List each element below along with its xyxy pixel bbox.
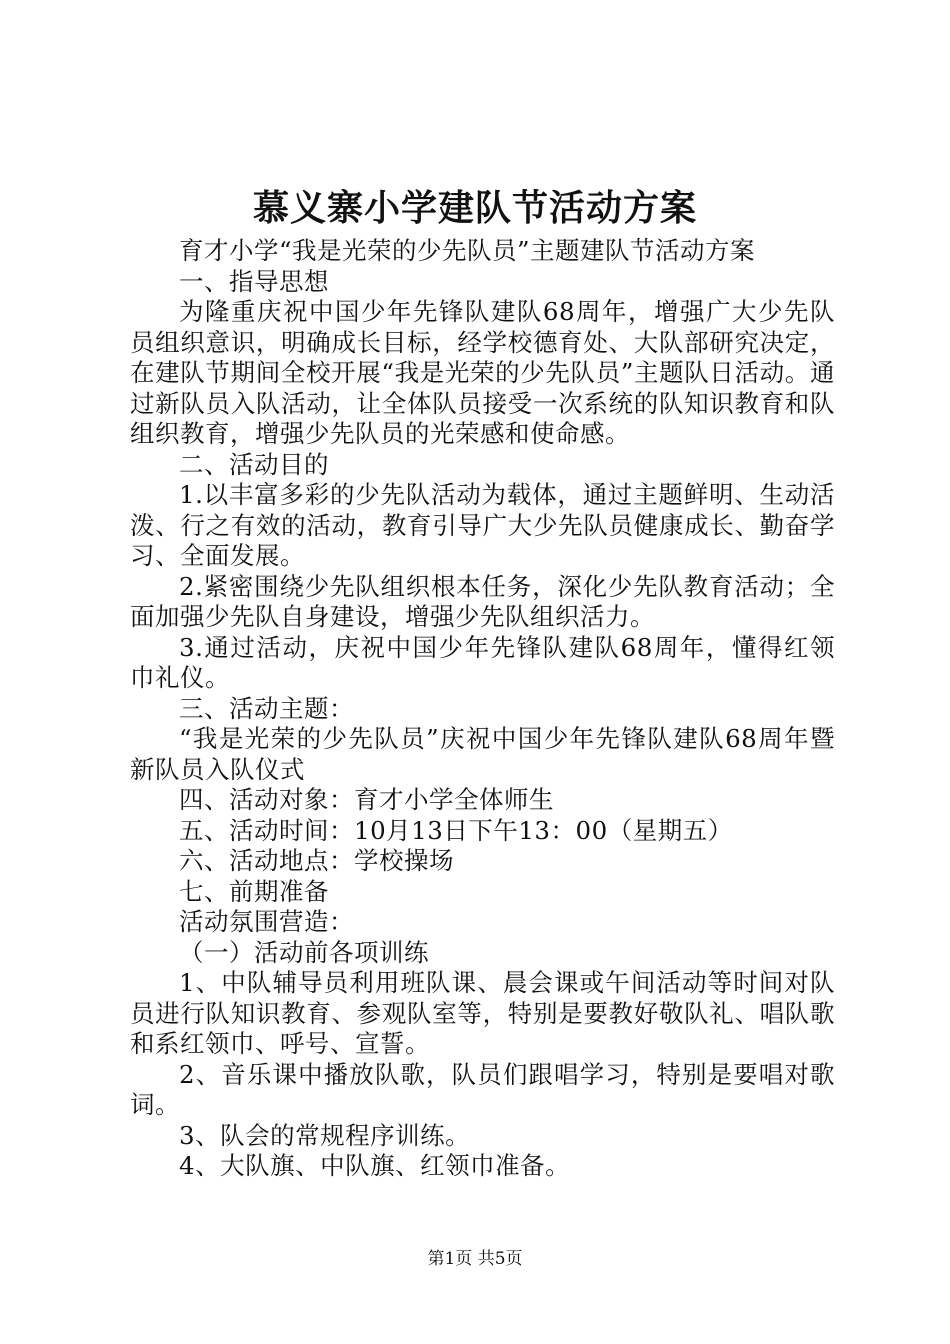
list-item: 2、音乐课中播放队歌，队员们跟唱学习，特别是要唱对歌词。 [130,1059,835,1119]
section-heading: 二、活动目的 [179,449,329,479]
paragraph-subtitle: 育才小学“我是光荣的少先队员”主题建队节活动方案 [179,236,756,265]
paragraph: 为隆重庆祝中国少年先锋队建队68周年，增强广大少先队员组织意识，明确成长目标，经学校德育处、大队部研究决定，在建队节期间全校开展“我是光荣的少先队员”主题队日活动。通过新队员入队活动，让全体队员接受一次系统的队知识教育和队组织教育，增强少先队员的光荣感和使命感。 [130,297,835,448]
section-heading: 六、活动地点：学校操场 [179,846,454,875]
paragraph: 活动氛围营造： [179,907,354,936]
list-item: 3、队会的常规程序训练。 [179,1120,471,1150]
section-heading: 三、活动主题： [179,693,354,723]
list-item: 3.通过活动，庆祝中国少年先锋队建队68周年，懂得红领巾礼仪。 [130,632,835,692]
section-heading: 四、活动对象：育才小学全体师生 [179,785,554,814]
subsection-heading: （一）活动前各项训练 [179,937,429,967]
page-footer: 第1页 共5页 [427,1249,523,1269]
section-heading: 一、指导思想 [179,266,329,296]
section-heading: 五、活动时间：10月13日下午13：00（星期五） [179,815,733,845]
list-item: 2.紧密围绕少先队组织根本任务，深化少先队教育活动；全面加强少先队自身建设，增强少先队组织活力。 [130,571,835,631]
document-body [130,236,835,1182]
section-heading: 七、前期准备 [179,876,329,906]
list-item: 1.以丰富多彩的少先队活动为载体，通过主题鲜明、生动活泼、行之有效的活动，教育引导广大少先队员健康成长、勤奋学习、全面发展。 [130,480,835,570]
list-item: 1、中队辅导员利用班队课、晨会课或午间活动等时间对队员进行队知识教育、参观队室等，特别是要教好敬队礼、唱队歌和系红领巾、呼号、宣誓。 [130,968,835,1058]
paragraph: “我是光荣的少先队员”庆祝中国少年先锋队建队68周年暨新队员入队仪式 [130,724,835,784]
document-title: 慕义寨小学建队节活动方案 [252,187,697,229]
list-item: 4、大队旗、中队旗、红领巾准备。 [179,1151,571,1180]
